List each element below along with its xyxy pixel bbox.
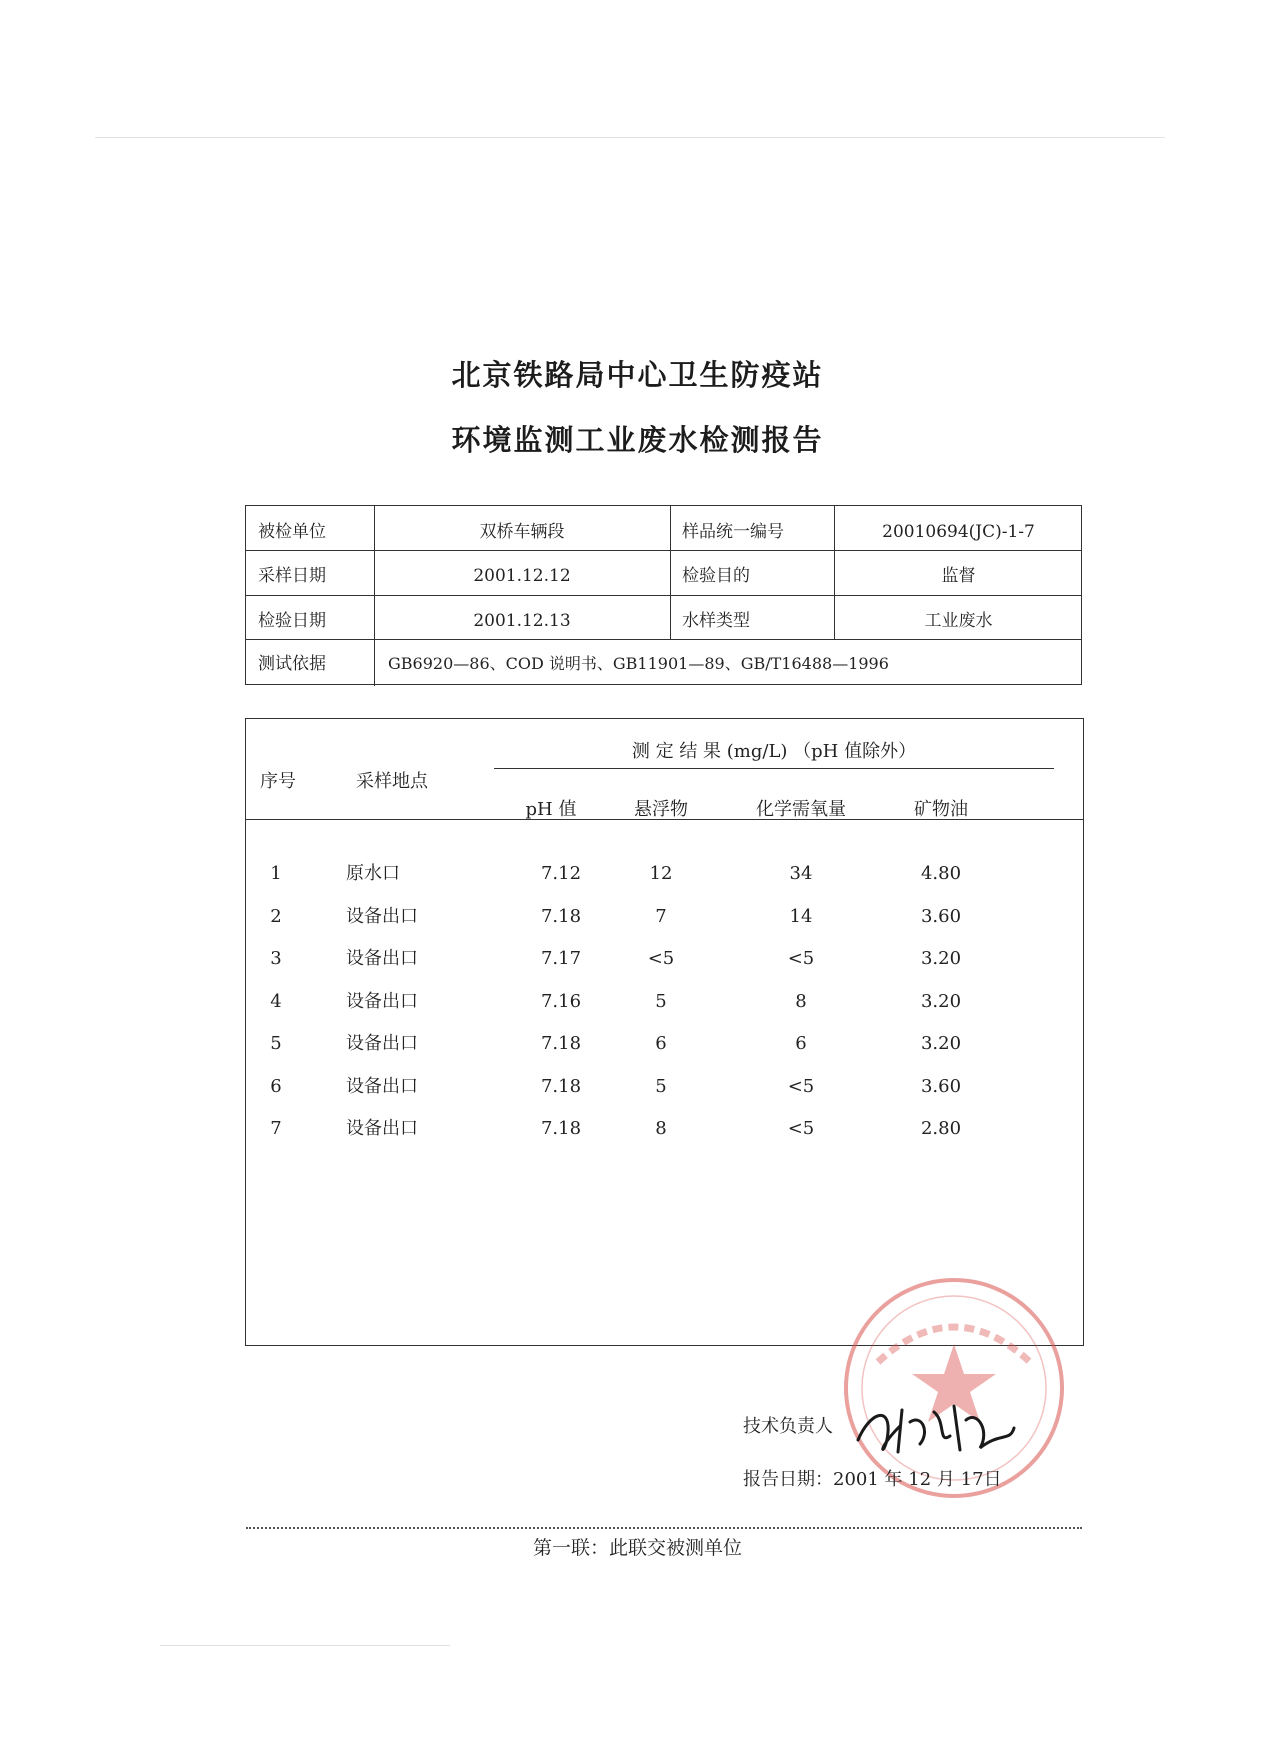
report-date-line [743, 1465, 1002, 1491]
cell-ph: 7.12 [540, 863, 582, 884]
table-row [246, 944, 1085, 974]
cell-cod: 8 [795, 990, 807, 1012]
sampling-date-label: 采样日期 [258, 566, 326, 586]
cell-cod: 14 [789, 905, 813, 927]
table-row [246, 1029, 1085, 1059]
cell-oil: 3.60 [920, 905, 962, 927]
group-underline [494, 768, 1054, 769]
cell-ph: 7.18 [540, 905, 582, 927]
info-col-divider [670, 506, 671, 639]
table-row [246, 859, 1085, 889]
cell-ss: 12 [649, 863, 673, 884]
tear-line [246, 1527, 1082, 1529]
sampling-date-value: 2001.12.12 [473, 566, 571, 586]
cell-location: 设备出口 [346, 990, 418, 1012]
cell-oil: 4.80 [920, 863, 962, 884]
cell-location: 设备出口 [346, 1118, 418, 1139]
cell-ss: 6 [655, 1033, 667, 1054]
scan-artifact-bottom [160, 1645, 450, 1646]
water-type-value: 工业废水 [924, 611, 993, 631]
cell-oil: 2.80 [920, 1118, 962, 1139]
basis-value: GB6920—86、COD 说明书、GB11901—89、GB/T16488—1996 [388, 654, 889, 673]
cell-no: 1 [270, 863, 282, 884]
cell-no: 4 [270, 990, 282, 1012]
cell-no: 5 [270, 1033, 282, 1054]
header-divider [246, 819, 1083, 820]
report-title-line2: 环境监测工业废水检测报告 [451, 423, 824, 457]
cell-oil: 3.20 [920, 990, 962, 1012]
copy-note: 第一联：此联交被测单位 [532, 1537, 742, 1559]
cell-no: 3 [270, 948, 282, 969]
cell-oil: 3.20 [920, 1033, 962, 1054]
col-header-ss: 悬浮物 [634, 799, 688, 820]
year-char: 年 [884, 1469, 903, 1490]
month-char: 月 [936, 1469, 955, 1490]
test-date-value: 2001.12.13 [473, 611, 571, 631]
cell-cod: <5 [787, 1118, 815, 1139]
cell-oil: 3.20 [920, 948, 962, 969]
report-date-day: 17 [960, 1469, 984, 1490]
cell-location: 设备出口 [346, 905, 418, 927]
report-date-label: 报告日期： [743, 1469, 833, 1490]
purpose-label: 检验目的 [682, 566, 750, 586]
col-header-cod: 化学需氧量 [756, 799, 846, 820]
table-row [246, 987, 1085, 1017]
results-table [245, 718, 1084, 1346]
cell-location: 原水口 [346, 863, 400, 884]
col-header-oil: 矿物油 [914, 799, 968, 820]
cell-no: 7 [270, 1118, 282, 1139]
cell-ph: 7.16 [540, 990, 582, 1012]
cell-cod: <5 [787, 1075, 815, 1097]
cell-oil: 3.60 [920, 1075, 962, 1097]
cell-ss: 5 [655, 990, 667, 1012]
col-header-location: 采样地点 [356, 771, 428, 792]
report-date-year: 2001 [833, 1469, 879, 1490]
cell-ph: 7.18 [540, 1033, 582, 1054]
cell-ss: 7 [655, 905, 667, 927]
col-header-ph: pH 值 [525, 799, 577, 820]
day-char: 日 [983, 1469, 1002, 1490]
inspected-unit-value: 双桥车辆段 [479, 522, 565, 542]
cell-location: 设备出口 [346, 1075, 418, 1097]
col-header-group: 测 定 结 果 (mg/L) （pH 值除外） [631, 741, 917, 762]
sample-id-label: 样品统一编号 [682, 522, 784, 542]
cell-no: 6 [270, 1075, 282, 1097]
tech-lead-label: 技术负责人 [743, 1416, 833, 1437]
cell-ss: 5 [655, 1075, 667, 1097]
inspected-unit-label: 被检单位 [258, 522, 326, 542]
cell-cod: 34 [789, 863, 813, 884]
table-row [246, 1072, 1085, 1102]
cell-location: 设备出口 [346, 948, 418, 969]
table-row [246, 1114, 1085, 1144]
report-date-month: 12 [908, 1469, 932, 1490]
water-type-label: 水样类型 [682, 611, 750, 631]
cell-cod: 6 [795, 1033, 807, 1054]
basis-label: 测试依据 [258, 654, 326, 674]
table-row [246, 902, 1085, 932]
cell-ph: 7.18 [540, 1075, 582, 1097]
cell-ss: <5 [647, 948, 675, 969]
cell-location: 设备出口 [346, 1033, 418, 1054]
col-header-no: 序号 [260, 771, 296, 792]
cell-ph: 7.17 [540, 948, 582, 969]
sample-id-value: 20010694(JC)-1-7 [882, 522, 1035, 542]
cell-no: 2 [270, 905, 282, 927]
cell-cod: <5 [787, 948, 815, 969]
signature [850, 1392, 1020, 1462]
cell-ph: 7.18 [540, 1118, 582, 1139]
report-title-line1: 北京铁路局中心卫生防疫站 [451, 358, 824, 392]
cell-ss: 8 [655, 1118, 667, 1139]
purpose-value: 监督 [941, 566, 976, 586]
scan-artifact-top [95, 137, 1165, 138]
info-table [245, 505, 1082, 685]
test-date-label: 检验日期 [258, 611, 326, 631]
